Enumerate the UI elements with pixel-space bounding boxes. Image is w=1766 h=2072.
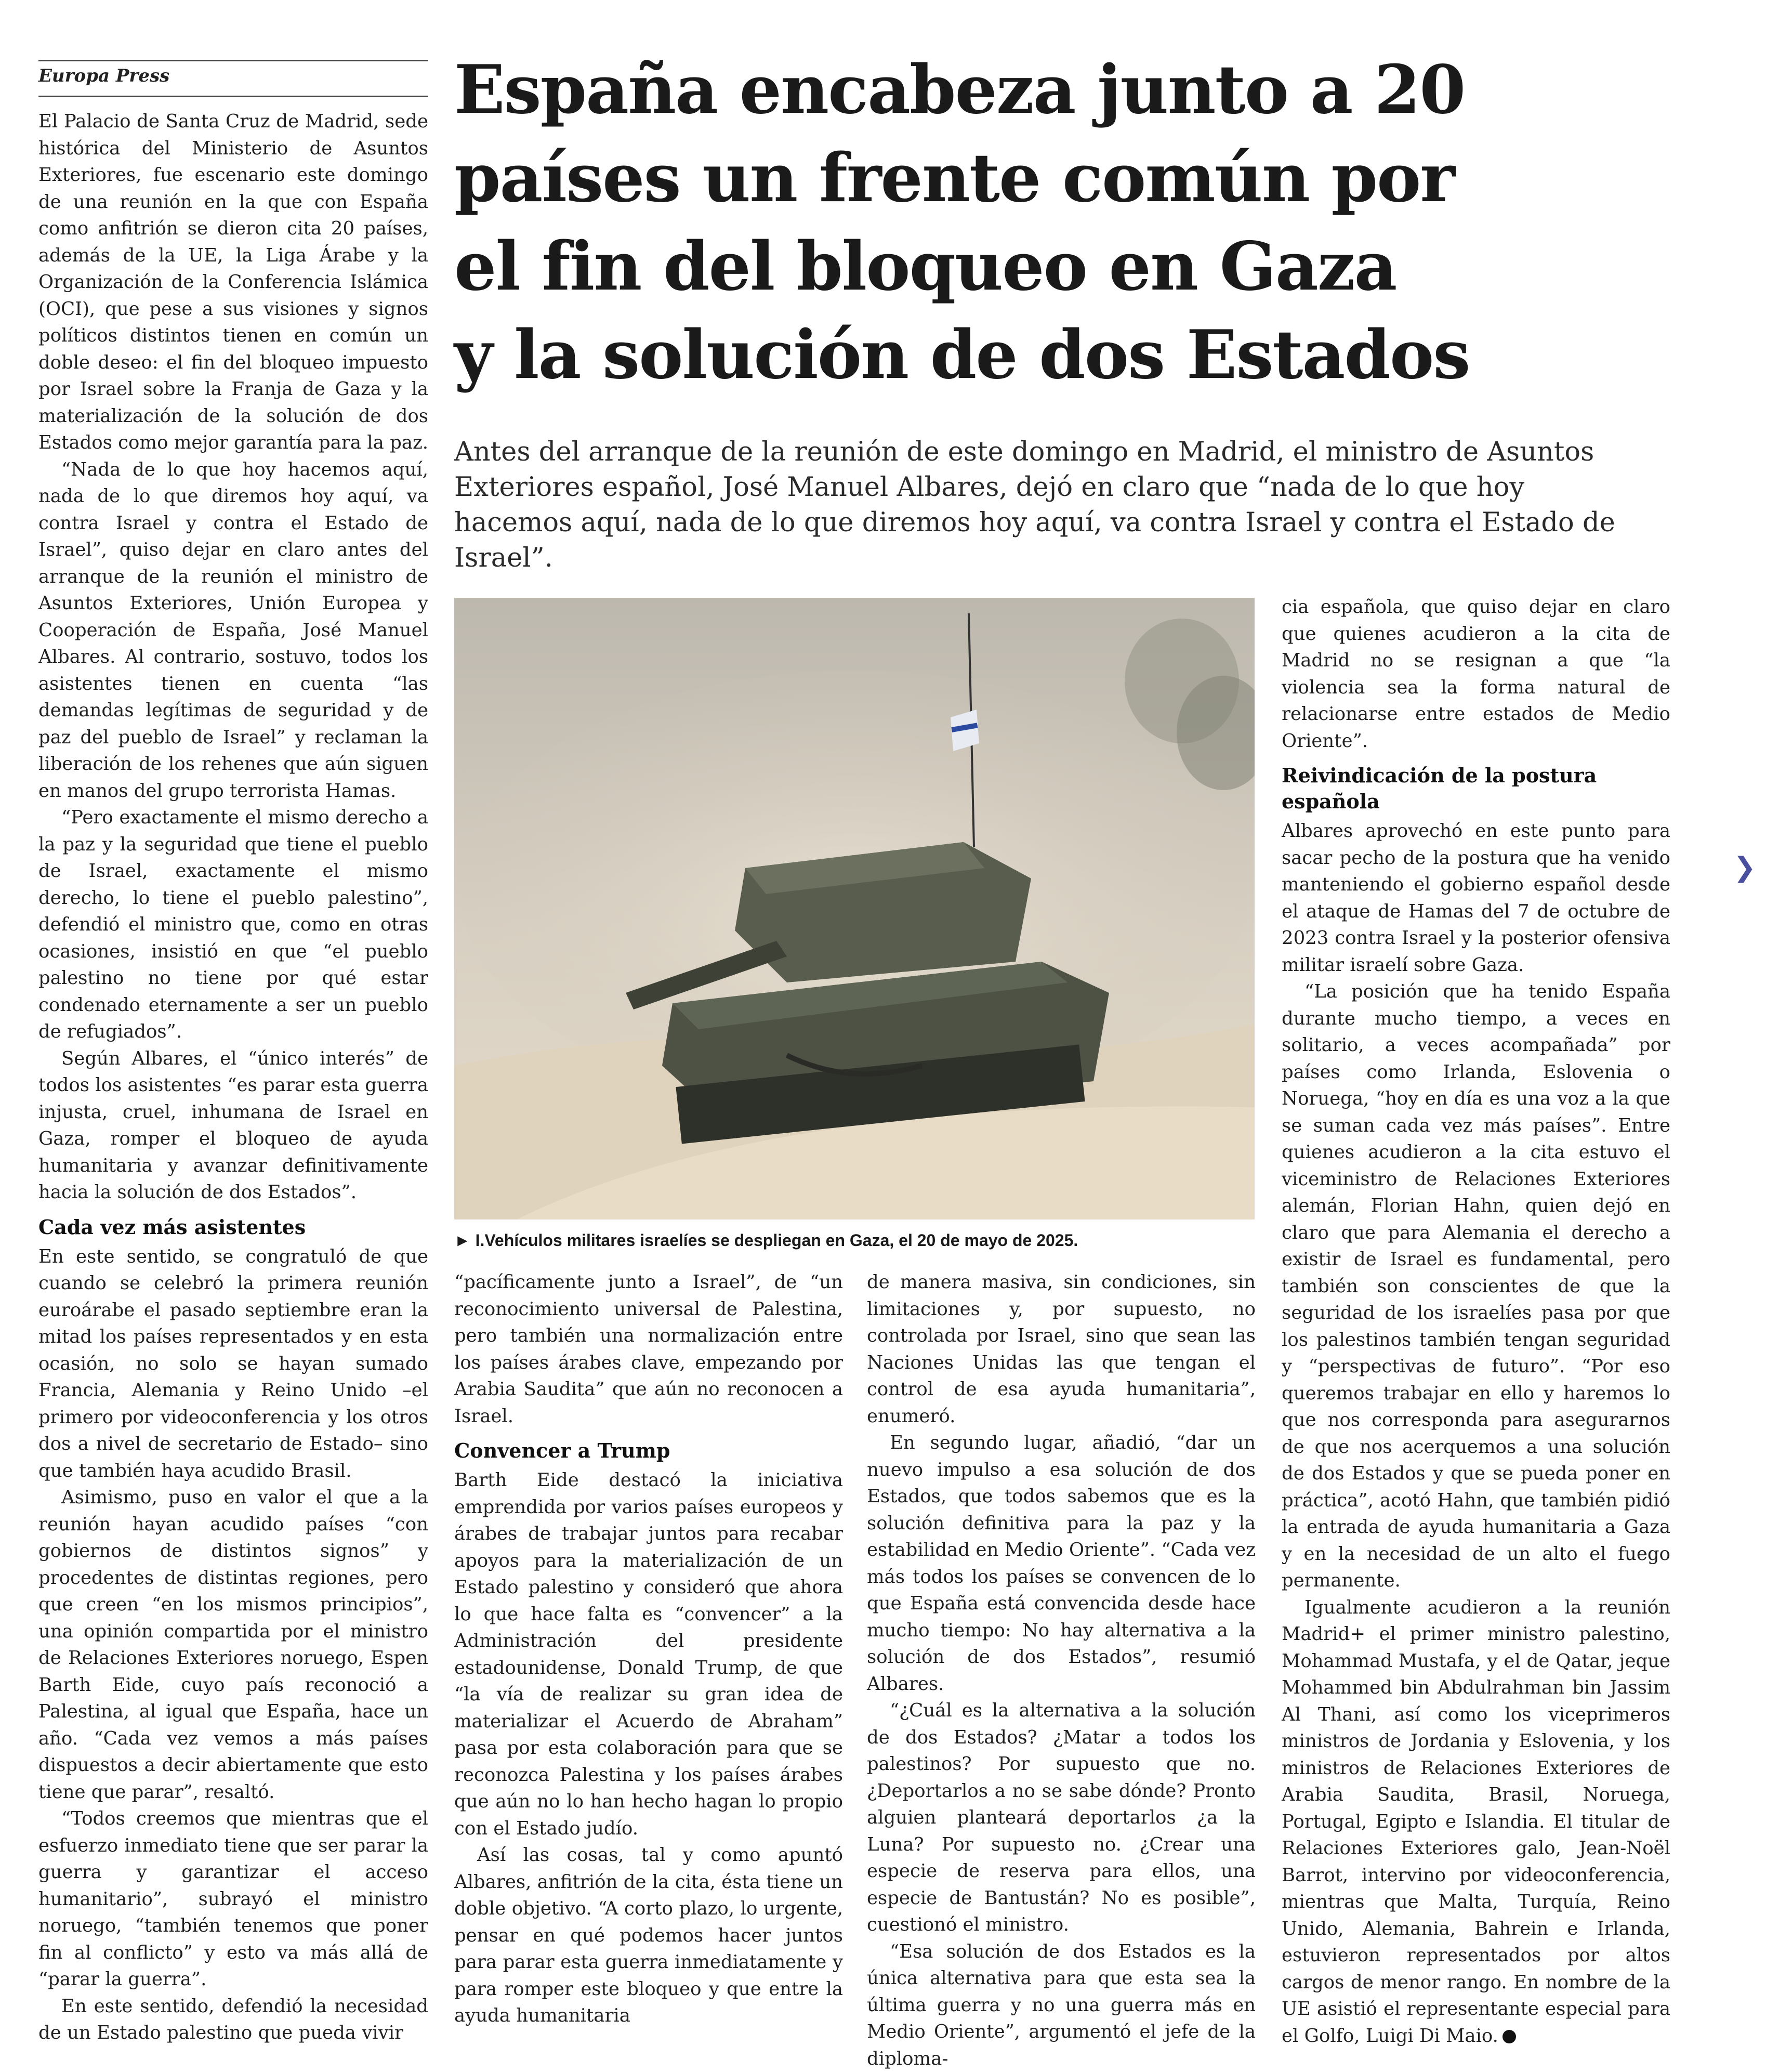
paragraph: En este sentido, se congratuló de que cuando se celebró la primera reunión euroárabe el pasado septiembre eran la mitad los países representados y en esta ocasión, no solo se hayan sumado Francia, Alemania y Reino Unido –el primero por videoconferencia y los otros dos a nivel de secretario de Estado– sino que también haya acudido Brasil. xyxy=(38,1243,428,1485)
photo-tank-gaza xyxy=(454,598,1255,1219)
subheading: Reivindicación de la postura española xyxy=(1282,763,1670,815)
column-1 xyxy=(38,108,428,2047)
paragraph: “¿Cuál es la alternativa a la solución de dos Estados? ¿Matar a todos los palestinos? Por supuesto que no. ¿Deportarlos a no se sabe dónde? Pronto alguien planteará deportarlos ¿a la Luna? Por supuesto no. ¿Crear una especie de reserva para ellos, una especie de Bantustán? No es posible”, cuestionó el ministro. xyxy=(867,1697,1256,1938)
subheading: Cada vez más asistentes xyxy=(38,1214,428,1240)
headline xyxy=(454,46,1712,399)
paragraph: Según Albares, el “único interés” de todos los asistentes “es parar esta guerra injusta, cruel, inhumana de Israel en Gaza, romper el bloqueo de ayuda humanitaria y avanzar definitivamente hacia la solución de dos Estados”. xyxy=(38,1045,428,1206)
paragraph: “Todos creemos que mientras que el esfuerzo inmediato tiene que ser parar la guerra y garantizar el acceso humanitario”, subrayó el ministro noruego, “también tenemos que poner fin al conflicto” y esto va más allá de “parar la guerra”. xyxy=(38,1805,428,1993)
byline: Europa Press xyxy=(38,65,169,86)
paragraph: cia española, que quiso dejar en claro que quienes acudieron a la cita de Madrid no se resignan a que “la violencia sea la forma natural de relacionarse entre estados de Medio Oriente”. xyxy=(1282,594,1670,754)
deck xyxy=(454,435,1629,576)
byline-bottom-rule xyxy=(38,96,428,97)
paragraph: El Palacio de Santa Cruz de Madrid, sede histórica del Ministerio de Asuntos Exteriores, fue escenario este domingo de una reunión en la que con España como anfitrión se dieron cita 20 países, además de la UE, la Liga Árabe y la Organización de la Conferencia Islámica (OCI), que pese a sus visiones y signos políticos distintos tienen en común un doble deseo: el fin del bloqueo impuesto por Israel sobre la Franja de Gaza y la materialización de la solución de dos Estados como mejor garantía para la paz. xyxy=(38,108,428,456)
end-of-article-icon xyxy=(1503,2030,1516,2043)
photo-caption: ► I.Vehículos militares israelíes se despliegan en Gaza, el 20 de mayo de 2025. xyxy=(454,1231,1255,1250)
headline-line: países un frente común por xyxy=(454,134,1712,222)
paragraph: Albares aprovechó en este punto para sacar pecho de la postura que ha venido manteniendo el gobierno español desde el ataque de Hamas del 7 de octubre de 2023 contra Israel y la posterior ofensiva militar israelí sobre Gaza. xyxy=(1282,818,1670,978)
paragraph: “Pero exactamente el mismo derecho a la paz y la seguridad que tiene el pueblo de Israel, exactamente el mismo derecho, lo tiene el pueblo palestino”, defendió el ministro que, como en otras ocasiones, insistió en que “el pueblo palestino no tiene por qué estar condenado eternamente a ser un pueblo de refugiados”. xyxy=(38,804,428,1045)
headline-line: España encabeza junto a 20 xyxy=(454,46,1712,134)
paragraph: “Esa solución de dos Estados es la única alternativa para que esta sea la última guerra y no una guerra más en Medio Oriente”, argumentó el jefe de la diploma- xyxy=(867,1938,1256,2072)
deck-text: Antes del arranque de la reunión de este domingo en Madrid, el ministro de Asuntos Exteriores español, José Manuel Albares, dejó en claro que “nada de lo que hoy hacemos aquí, nada de lo que diremos hoy aquí, va contra Israel y contra el Estado de Israel”. xyxy=(454,435,1629,576)
tank-illustration xyxy=(454,598,1255,1219)
column-4 xyxy=(1282,594,1670,2049)
paragraph: “pacíficamente junto a Israel”, de “un reconocimiento universal de Palestina, pero también una normalización entre los países árabes clave, empezando por Arabia Saudita” que aún no reconocen a Israel. xyxy=(454,1269,843,1430)
paragraph: Barth Eide destacó la iniciativa emprendida por varios países europeos y árabes de trabajar juntos para recabar apoyos para la materialización de un Estado palestino y consideró que ahora lo que hace falta es “convencer” a la Administración del presidente estadounidense, Donald Trump, de que “la vía de realizar su gran idea de materializar el Acuerdo de Abraham” pasa por esta colaboración para que se reconozca Palestina y los países árabes que aún no lo han hecho hagan lo propio con el Estado judío. xyxy=(454,1467,843,1842)
paragraph: “Nada de lo que hoy hacemos aquí, nada de lo que diremos hoy aquí, va contra Israel y contra el Estado de Israel”, quiso dejar en claro antes del arranque de la reunión el ministro de Asuntos Exteriores, Unión Europea y Cooperación de España, José Manuel Albares. Al contrario, sostuvo, todos los asistentes tienen en cuenta “las demandas legítimas de seguridad y de paz del pueblo de Israel” y reclaman la liberación de los rehenes que aún siguen en manos del grupo terrorista Hamas. xyxy=(38,456,428,805)
paragraph: En segundo lugar, añadió, “dar un nuevo impulso a esa solución de dos Estados, que todos sabemos que es la solución definitiva para la paz y la estabilidad en Medio Oriente”. “Cada vez más todos los países se convencen de lo que España está convencida desde hace mucho tiempo: No hay alternativa a la solución de dos Estados”, resumió Albares. xyxy=(867,1430,1256,1697)
paragraph: Asimismo, puso en valor el que a la reunión hayan acudido países “con gobiernos de distintos signos” y procedentes de distintas regiones, pero que creen “en los mismos principios”, una opinión compartida por el ministro de Relaciones Exteriores noruego, Espen Barth Eide, cuyo país reconoció a Palestina, al igual que España, hace un año. “Cada vez vemos a más países dispuestos a decir abiertamente que esto tiene que parar”, resaltó. xyxy=(38,1484,428,1805)
column-2 xyxy=(454,1269,843,2029)
paragraph: “La posición que ha tenido España durante mucho tiempo, a veces en solitario, a veces acompañada” por países como Irlanda, Eslovenia o Noruega, “hoy en día es una voz a la que se suman cada vez más países”. Entre quienes acudieron a la cita estuvo el viceministro de Relaciones Exteriores alemán, Florian Hahn, quien dejó en claro que para Alemania el derecho a existir de Israel es fundamental, pero también son conscientes de que la seguridad de los israelíes pasa por que los palestinos también tengan seguridad y “perspectivas de futuro”. “Por eso queremos trabajar en ello y haremos lo que nos corresponda para asegurarnos de que nos acerquemos a una solución de dos Estados y que se pueda poner en práctica”, acotó Hahn, que también pidió la entrada de ayuda humanitaria a Gaza y en la necesidad de un alto el fuego permanente. xyxy=(1282,978,1670,1594)
headline-line: el fin del bloqueo en Gaza xyxy=(454,222,1712,311)
paragraph: En este sentido, defendió la necesidad de un Estado palestino que pueda vivir xyxy=(38,1993,428,2047)
headline-line: y la solución de dos Estados xyxy=(454,311,1712,399)
byline-top-rule xyxy=(38,60,428,61)
column-3 xyxy=(867,1269,1256,2072)
subheading: Convencer a Trump xyxy=(454,1438,843,1464)
paragraph: Así las cosas, tal y como apuntó Albares, anfitrión de la cita, ésta tiene un doble objetivo. “A corto plazo, lo urgente, pensar en qué podemos hacer juntos para parar esta guerra inmediatamente y para romper este bloqueo y que entre la ayuda humanitaria xyxy=(454,1842,843,2029)
paragraph: de manera masiva, sin condiciones, sin limitaciones y, por supuesto, no controlada por Israel, sino que sean las Naciones Unidas las que tengan el control de esa ayuda humanitaria”, enumeró. xyxy=(867,1269,1256,1430)
paragraph-text: Igualmente acudieron a la reunión Madrid+ el primer ministro palestino, Mohammad Mustafa, y el de Qatar, jeque Mohammed bin Abdulrahman bin Jassim Al Thani, así como los viceprimeros ministros de Jordania y Eslovenia, y los ministros de Relaciones Exteriores de Arabia Saudita, Brasil, Noruega, Portugal, Egipto e Islandia. El titular de Relaciones Exteriores galo, Jean-Noël Barrot, intervino por videoconferencia, mientras que Malta, Turquía, Reino Unido, Alemania, Bahrein e Irlanda, estuvieron representados por altos cargos de menor rango. En nombre de la UE asistió el representante especial para el Golfo, Luigi Di Maio. xyxy=(1282,1597,1670,2047)
chevron-right-icon[interactable]: ❯ xyxy=(1731,854,1759,882)
paragraph xyxy=(1282,1594,1670,2050)
